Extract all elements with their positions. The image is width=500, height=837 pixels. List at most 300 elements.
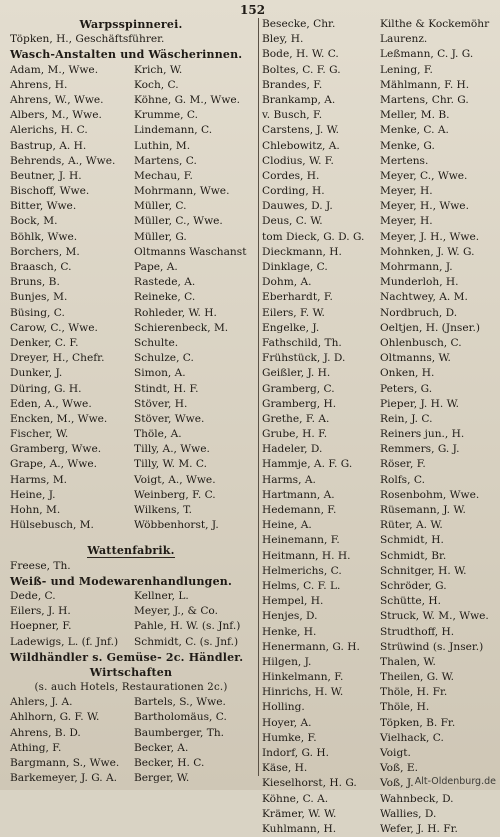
entry-detail: Meyer, C., Wwe. — [380, 169, 468, 182]
entry-detail: Martens, Chr. G. — [380, 93, 469, 106]
section-heading: Weiß- und Modewarenhandlungen. — [10, 574, 232, 588]
entry-detail: Krumme, C. — [134, 109, 198, 122]
entry-name: Ladewigs, L. (f. Jnf.) — [10, 635, 119, 648]
entry-detail: Stindt, H. F. — [134, 382, 199, 395]
section-heading — [6, 543, 256, 558]
directory-entry — [262, 609, 498, 624]
directory-entry — [6, 290, 256, 305]
entry-name: Beutner, J. H. — [10, 169, 82, 182]
directory-entry — [262, 670, 498, 685]
entry-detail: Baumberger, Th. — [134, 726, 225, 739]
entry-detail: Voß, E. — [380, 762, 418, 775]
entry-name: Brankamp, A. — [262, 93, 336, 106]
entry-name: Düring, G. H. — [10, 382, 82, 395]
entry-name: Hilgen, J. — [262, 655, 312, 668]
directory-entry — [6, 336, 256, 351]
entry-name: Bischoff, Wwe. — [10, 185, 90, 198]
directory-entry — [262, 594, 498, 609]
entry-detail: Luthin, M. — [134, 139, 191, 152]
entry-name: Böhlk, Wwe. — [10, 230, 78, 243]
entry-name: Bargmann, S., Wwe. — [10, 757, 120, 769]
entry-name: tom Dieck, G. D. G. — [262, 230, 365, 243]
directory-entry — [262, 427, 498, 442]
entry-name: v. Busch, F. — [262, 109, 323, 122]
directory-entry — [262, 457, 498, 472]
directory-entry — [6, 635, 256, 650]
directory-entry — [262, 306, 498, 321]
entry-detail: Thalen, W. — [380, 655, 436, 668]
entry-name: Ahrens, B. D. — [10, 726, 81, 739]
section-subheading: (s. auch Hotels, Restaurationen 2c.) — [34, 682, 228, 694]
directory-entry — [6, 397, 256, 412]
entry-name: Indorf, G. H. — [262, 747, 329, 759]
entry-detail: Schröder, G. — [380, 579, 447, 592]
directory-entry — [262, 78, 498, 93]
entry-detail: Nachtwey, A. M. — [380, 291, 468, 304]
entry-name: Besecke, Chr. — [262, 18, 336, 30]
entry-name: Holling. — [262, 701, 305, 714]
entry-name: Bley, H. — [262, 33, 304, 46]
entry-name: Braasch, C. — [10, 261, 72, 273]
directory-entry — [6, 695, 256, 710]
directory-entry — [6, 559, 256, 574]
directory-entry — [6, 589, 256, 604]
entry-name: Carstens, J. W. — [262, 124, 340, 137]
section-heading: Wildhändler s. Gemüse- 2c. Händler. — [10, 650, 244, 664]
entry-name: Bastrup, A. H. — [10, 139, 87, 152]
entry-name: Dunker, J. — [10, 367, 63, 380]
directory-entry — [6, 321, 256, 336]
directory-entry — [262, 655, 498, 670]
entry-detail: Pahle, H. W. (s. Jnf.) — [134, 620, 241, 633]
entry-detail: Rüter, A. W. — [380, 519, 443, 532]
entry-detail: Wöbbenhorst, J. — [134, 519, 219, 532]
directory-entry — [6, 473, 256, 488]
entry-name: Gramberg, Wwe. — [10, 443, 102, 456]
directory-entry — [262, 731, 498, 746]
entry-detail: Meyer, H., Wwe. — [380, 200, 469, 213]
entry-name: Henjes, D. — [262, 610, 318, 623]
entry-detail: Struck, W. M., Wwe. — [380, 610, 489, 623]
entry-name: Hinkelmann, F. — [262, 671, 344, 684]
entry-name: Eberhardt, F. — [262, 291, 333, 304]
entry-name: Chlebowitz, A. — [262, 139, 340, 152]
directory-entry — [262, 32, 498, 47]
entry-detail: Laurenz. — [380, 33, 428, 46]
entry-detail: Töpken, B. Fr. — [380, 716, 456, 729]
entry-detail: Müller, C., Wwe. — [134, 215, 223, 228]
right-column — [262, 17, 498, 837]
entry-detail: Rein, J. C. — [380, 412, 433, 425]
entry-detail: Remmers, G. J. — [380, 443, 460, 456]
entry-name: Barkemeyer, J. G. A. — [10, 772, 118, 785]
entry-detail: Leßmann, C. J. G. — [380, 48, 474, 61]
directory-entry — [6, 214, 256, 229]
directory-entry — [6, 260, 256, 275]
entry-detail: Wefer, J. H. Fr. — [380, 822, 458, 835]
entry-detail: Stöver, Wwe. — [134, 412, 205, 425]
entry-name: Geißler, J. H. — [262, 367, 331, 380]
directory-entry — [262, 412, 498, 427]
directory-entry — [262, 746, 498, 761]
entry-detail: Müller, C. — [134, 200, 187, 213]
entry-name: Eilers, J. H. — [10, 605, 71, 618]
entry-name: Ahlhorn, G. F. W. — [10, 711, 100, 724]
directory-entry — [262, 366, 498, 381]
entry-detail: Rosenbohm, Wwe. — [380, 488, 480, 501]
directory-entry — [6, 756, 256, 771]
entry-detail: Rohleder, W. H. — [134, 306, 217, 319]
directory-entry — [6, 139, 256, 154]
entry-detail: Ohlenbusch, C. — [380, 336, 462, 349]
entry-name: Grube, H. F. — [262, 428, 328, 441]
directory-entry — [262, 290, 498, 305]
entry-name: Heine, J. — [10, 488, 56, 501]
entry-name: Grape, A., Wwe. — [10, 458, 97, 471]
entry-name: Engelke, J. — [262, 321, 320, 334]
entry-name: Hoyer, A. — [262, 716, 312, 729]
entry-detail: Nordbruch, D. — [380, 306, 458, 319]
entry-detail: Weinberg, F. C. — [134, 488, 216, 501]
directory-entry — [262, 63, 498, 78]
entry-detail: Pape, A. — [134, 261, 178, 273]
entry-detail: Theilen, G. W. — [380, 671, 454, 684]
directory-entry — [262, 17, 498, 32]
directory-entry — [6, 169, 256, 184]
directory-entry — [6, 366, 256, 381]
directory-entry — [262, 321, 498, 336]
entry-name: Alerichs, H. C. — [10, 124, 88, 137]
directory-entry — [6, 123, 256, 138]
entry-name: Hammje, A. F. G. — [262, 458, 353, 471]
entry-name: Humke, F. — [262, 731, 317, 744]
entry-name: Fathschild, Th. — [262, 336, 342, 349]
entry-name: Dauwes, D. J. — [262, 200, 333, 213]
entry-name: Henermann, G. H. — [262, 640, 360, 653]
directory-entry — [262, 184, 498, 199]
section-heading: Warpsspinnerei. — [79, 18, 183, 31]
directory-entry — [6, 382, 256, 397]
entry-detail: Onken, H. — [380, 367, 435, 380]
directory-entry — [262, 351, 498, 366]
entry-name: Fischer, W. — [10, 428, 69, 441]
entry-name: Brandes, F. — [262, 78, 323, 91]
entry-name: Bock, M. — [10, 215, 58, 228]
directory-entry — [262, 397, 498, 412]
entry-name: Hartmann, A. — [262, 488, 335, 501]
entry-detail: Schnitger, H. W. — [380, 564, 467, 577]
directory-entry — [262, 214, 498, 229]
entry-detail: Wahnbeck, D. — [380, 792, 454, 805]
directory-entry — [6, 442, 256, 457]
entry-detail: Thöle, H. — [380, 701, 430, 714]
entry-name: Dede, C. — [10, 589, 56, 602]
entry-name: Bruns, B. — [10, 276, 60, 289]
directory-entry — [262, 807, 498, 822]
entry-name: Harms, M. — [10, 473, 68, 486]
directory-entry — [262, 154, 498, 169]
directory-entry — [6, 457, 256, 472]
entry-detail: Voß, J. — [380, 777, 414, 790]
entry-name: Krämer, W. W. — [262, 807, 337, 820]
entry-detail: Voigt, A., Wwe. — [134, 473, 216, 486]
entry-detail: Schulze, C. — [134, 352, 194, 365]
directory-entry — [262, 625, 498, 640]
directory-entry — [6, 726, 256, 741]
directory-entry — [6, 78, 256, 93]
entry-name: Dieckmann, H. — [262, 245, 342, 258]
directory-entry — [6, 108, 256, 123]
directory-entry — [262, 123, 498, 138]
entry-detail: Mählmann, F. H. — [380, 78, 470, 91]
directory-entry — [262, 199, 498, 214]
entry-name: Grethe, F. A. — [262, 412, 330, 425]
directory-entry — [262, 108, 498, 123]
entry-detail: Koch, C. — [134, 78, 179, 91]
entry-name: Hinrichs, H. W. — [262, 686, 344, 699]
directory-entry — [262, 473, 498, 488]
entry-detail: Lening, F. — [380, 63, 433, 76]
entry-name: Athing, F. — [10, 741, 62, 754]
directory-entry — [262, 716, 498, 731]
directory-entry — [6, 412, 256, 427]
entry-detail: Meyer, J. H., Wwe. — [380, 230, 480, 243]
entry-name: Töpken, H., Geschäftsführer. — [10, 33, 165, 46]
directory-entry — [6, 503, 256, 518]
entry-detail: Müller, G. — [134, 230, 187, 243]
watermark: Alt-Oldenburg.de — [414, 776, 496, 787]
directory-entry — [262, 549, 498, 564]
entry-detail: Menke, G. — [380, 139, 435, 152]
page-number: 152 — [240, 3, 266, 17]
left-column — [6, 17, 256, 786]
entry-detail: Köhne, G. M., Wwe. — [134, 93, 241, 106]
entry-detail: Pieper, J. H. W. — [380, 397, 460, 410]
directory-entry — [262, 245, 498, 260]
directory-entry — [6, 32, 256, 47]
entry-detail: Meller, M. B. — [380, 109, 450, 122]
entry-detail: Vielhack, C. — [380, 731, 444, 744]
directory-entry — [262, 761, 498, 776]
directory-entry — [262, 700, 498, 715]
entry-name: Gramberg, C. — [262, 382, 335, 395]
entry-detail: Thöle, A. — [134, 428, 182, 441]
entry-detail: Rüsemann, J. W. — [380, 504, 466, 516]
entry-name: Eden, A., Wwe. — [10, 397, 92, 410]
entry-name: Adam, M., Wwe. — [10, 63, 99, 76]
entry-detail: Becker, H. C. — [134, 757, 205, 769]
directory-entry — [6, 245, 256, 260]
entry-detail: Wallies, D. — [380, 807, 437, 820]
directory-entry — [6, 184, 256, 199]
entry-name: Dinklage, C. — [262, 261, 328, 273]
entry-name: Encken, M., Wwe. — [10, 412, 108, 425]
directory-entry — [262, 382, 498, 397]
directory-entry — [6, 488, 256, 503]
entry-name: Borchers, M. — [10, 245, 80, 258]
directory-entry — [6, 604, 256, 619]
entry-name: Heine, A. — [262, 519, 312, 532]
directory-entry — [6, 306, 256, 321]
entry-detail: Krich, W. — [134, 63, 183, 76]
section-heading: Wasch-Anstalten und Wäscherinnen. — [10, 48, 243, 62]
entry-name: Ahlers, J. A. — [10, 696, 73, 709]
entry-name: Behrends, A., Wwe. — [10, 154, 116, 167]
entry-name: Hadeler, D. — [262, 443, 323, 456]
entry-name: Frühstück, J. D. — [262, 352, 346, 365]
directory-entry — [6, 154, 256, 169]
directory-entry — [6, 230, 256, 245]
entry-detail: Reineke, C. — [134, 291, 196, 304]
directory-entry — [262, 336, 498, 351]
entry-name: Boltes, C. F. G. — [262, 63, 341, 76]
entry-detail: Meyer, H. — [380, 185, 433, 198]
entry-detail: Schmidt, C. (s. Jnf.) — [134, 635, 239, 648]
entry-detail: Oeltjen, H. (Jnser.) — [380, 321, 480, 334]
entry-name: Kuhlmann, H. — [262, 822, 337, 835]
entry-detail: Voigt. — [380, 747, 411, 759]
entry-name: Denker, C. F. — [10, 336, 79, 349]
entry-name: Cordes, H. — [262, 169, 320, 182]
directory-entry — [262, 169, 498, 184]
entry-detail: Wilkens, T. — [134, 504, 193, 516]
entry-name: Helmerichs, C. — [262, 564, 342, 577]
entry-detail: Mohnken, J. W. G. — [380, 245, 475, 258]
entry-detail: Rolfs, C. — [380, 473, 425, 486]
directory-entry — [6, 741, 256, 756]
entry-detail: Berger, W. — [134, 772, 190, 785]
entry-name: Clodius, W. F. — [262, 154, 334, 167]
entry-name: Heinemann, F. — [262, 534, 340, 547]
directory-entry — [262, 640, 498, 655]
entry-name: Ahrens, W., Wwe. — [10, 93, 104, 106]
entry-name: Hedemann, F. — [262, 504, 337, 516]
entry-detail: Schütte, H. — [380, 595, 441, 608]
directory-entry — [262, 442, 498, 457]
entry-detail: Munderloh, H. — [380, 276, 459, 289]
directory-entry — [6, 93, 256, 108]
section-heading-text: Wattenfabrik. — [87, 544, 175, 558]
entry-detail: Schmidt, H. — [380, 534, 444, 547]
entry-detail: Simon, A. — [134, 367, 186, 380]
entry-detail: Lindemann, C. — [134, 124, 213, 137]
directory-entry — [262, 260, 498, 275]
directory-entry — [262, 564, 498, 579]
entry-detail: Peters, G. — [380, 382, 433, 395]
entry-name: Gramberg, H. — [262, 397, 337, 410]
entry-detail: Oltmanns, W. — [380, 352, 451, 365]
entry-detail: Schierenbeck, M. — [134, 321, 229, 334]
section-spacer — [6, 533, 256, 543]
directory-entry — [6, 710, 256, 725]
entry-detail: Meyer, H. — [380, 215, 433, 228]
entry-detail: Strüwind (s. Jnser.) — [380, 640, 484, 653]
directory-entry — [6, 771, 256, 786]
directory-entry — [6, 63, 256, 78]
entry-name: Hülsebusch, M. — [10, 519, 94, 532]
entry-detail: Menke, C. A. — [380, 124, 449, 137]
entry-name: Dreyer, H., Chefr. — [10, 352, 105, 365]
entry-detail: Mohrmann, Wwe. — [134, 185, 230, 198]
directory-entry — [262, 139, 498, 154]
entry-detail: Schmidt, Br. — [380, 549, 447, 562]
directory-entry — [262, 230, 498, 245]
directory-entry — [6, 199, 256, 214]
entry-detail: Bartels, S., Wwe. — [134, 696, 226, 709]
entry-name: Hoepner, F. — [10, 620, 72, 633]
entry-name: Käse, H. — [262, 762, 308, 775]
directory-entry — [262, 518, 498, 533]
directory-entry — [6, 351, 256, 366]
entry-detail: Thöle, H. Fr. — [380, 686, 448, 699]
entry-detail: Strudthoff, H. — [380, 625, 455, 638]
entry-name: Henke, H. — [262, 625, 317, 638]
entry-name: Carow, C., Wwe. — [10, 321, 98, 334]
entry-detail: Röser, F. — [380, 458, 426, 471]
entry-name: Deus, C. W. — [262, 215, 323, 228]
entry-detail: Rastede, A. — [134, 276, 196, 289]
directory-entry — [262, 47, 498, 62]
directory-entry — [262, 822, 498, 837]
entry-name: Hempel, H. — [262, 595, 324, 608]
entry-name: Bunjes, M. — [10, 291, 68, 304]
directory-entry — [262, 579, 498, 594]
entry-detail: Kellner, L. — [134, 589, 189, 602]
entry-name: Kieselhorst, H. G. — [262, 777, 357, 790]
entry-detail: Meyer, J., & Co. — [134, 605, 218, 618]
entry-detail: Mohrmann, J. — [380, 261, 453, 273]
entry-name: Bode, H. W. C. — [262, 48, 339, 61]
entry-name: Harms, A. — [262, 473, 316, 486]
entry-detail: Schulte. — [134, 336, 179, 349]
entry-detail: Becker, A. — [134, 741, 189, 754]
entry-detail: Tilly, A., Wwe. — [134, 443, 210, 456]
directory-entry — [262, 533, 498, 548]
entry-detail: Mechau, F. — [134, 169, 193, 182]
directory-entry — [262, 275, 498, 290]
entry-name: Freese, Th. — [10, 559, 71, 572]
entry-name: Ahrens, H. — [10, 78, 68, 91]
directory-entry — [262, 792, 498, 807]
directory-entry — [6, 275, 256, 290]
directory-entry — [262, 685, 498, 700]
entry-name: Eilers, F. W. — [262, 306, 325, 319]
directory-entry — [262, 488, 498, 503]
entry-name: Heitmann, H. H. — [262, 549, 351, 562]
entry-detail: Mertens. — [380, 154, 429, 167]
entry-detail: Kilthe & Kockemöhr — [380, 18, 490, 30]
entry-detail: Stöver, H. — [134, 397, 188, 410]
entry-detail: Tilly, W. M. C. — [134, 458, 207, 471]
entry-detail: Martens, C. — [134, 154, 197, 167]
entry-detail: Reiners jun., H. — [380, 428, 465, 441]
entry-detail: Bartholomäus, C. — [134, 711, 227, 724]
entry-name: Bitter, Wwe. — [10, 200, 77, 213]
directory-entry — [6, 619, 256, 634]
entry-name: Albers, M., Wwe. — [10, 109, 102, 122]
entry-name: Hohn, M. — [10, 504, 61, 516]
section-heading: Wirtschaften — [89, 665, 173, 679]
entry-name: Köhne, C. A. — [262, 792, 329, 805]
entry-name: Dohm, A. — [262, 276, 312, 289]
directory-entry — [262, 503, 498, 518]
entry-name: Büsing, C. — [10, 306, 65, 319]
directory-entry — [262, 93, 498, 108]
directory-entry — [6, 518, 256, 533]
entry-name: Helms, C. F. L. — [262, 579, 341, 592]
entry-detail: Oltmanns Waschanst — [134, 245, 247, 258]
directory-entry — [6, 427, 256, 442]
